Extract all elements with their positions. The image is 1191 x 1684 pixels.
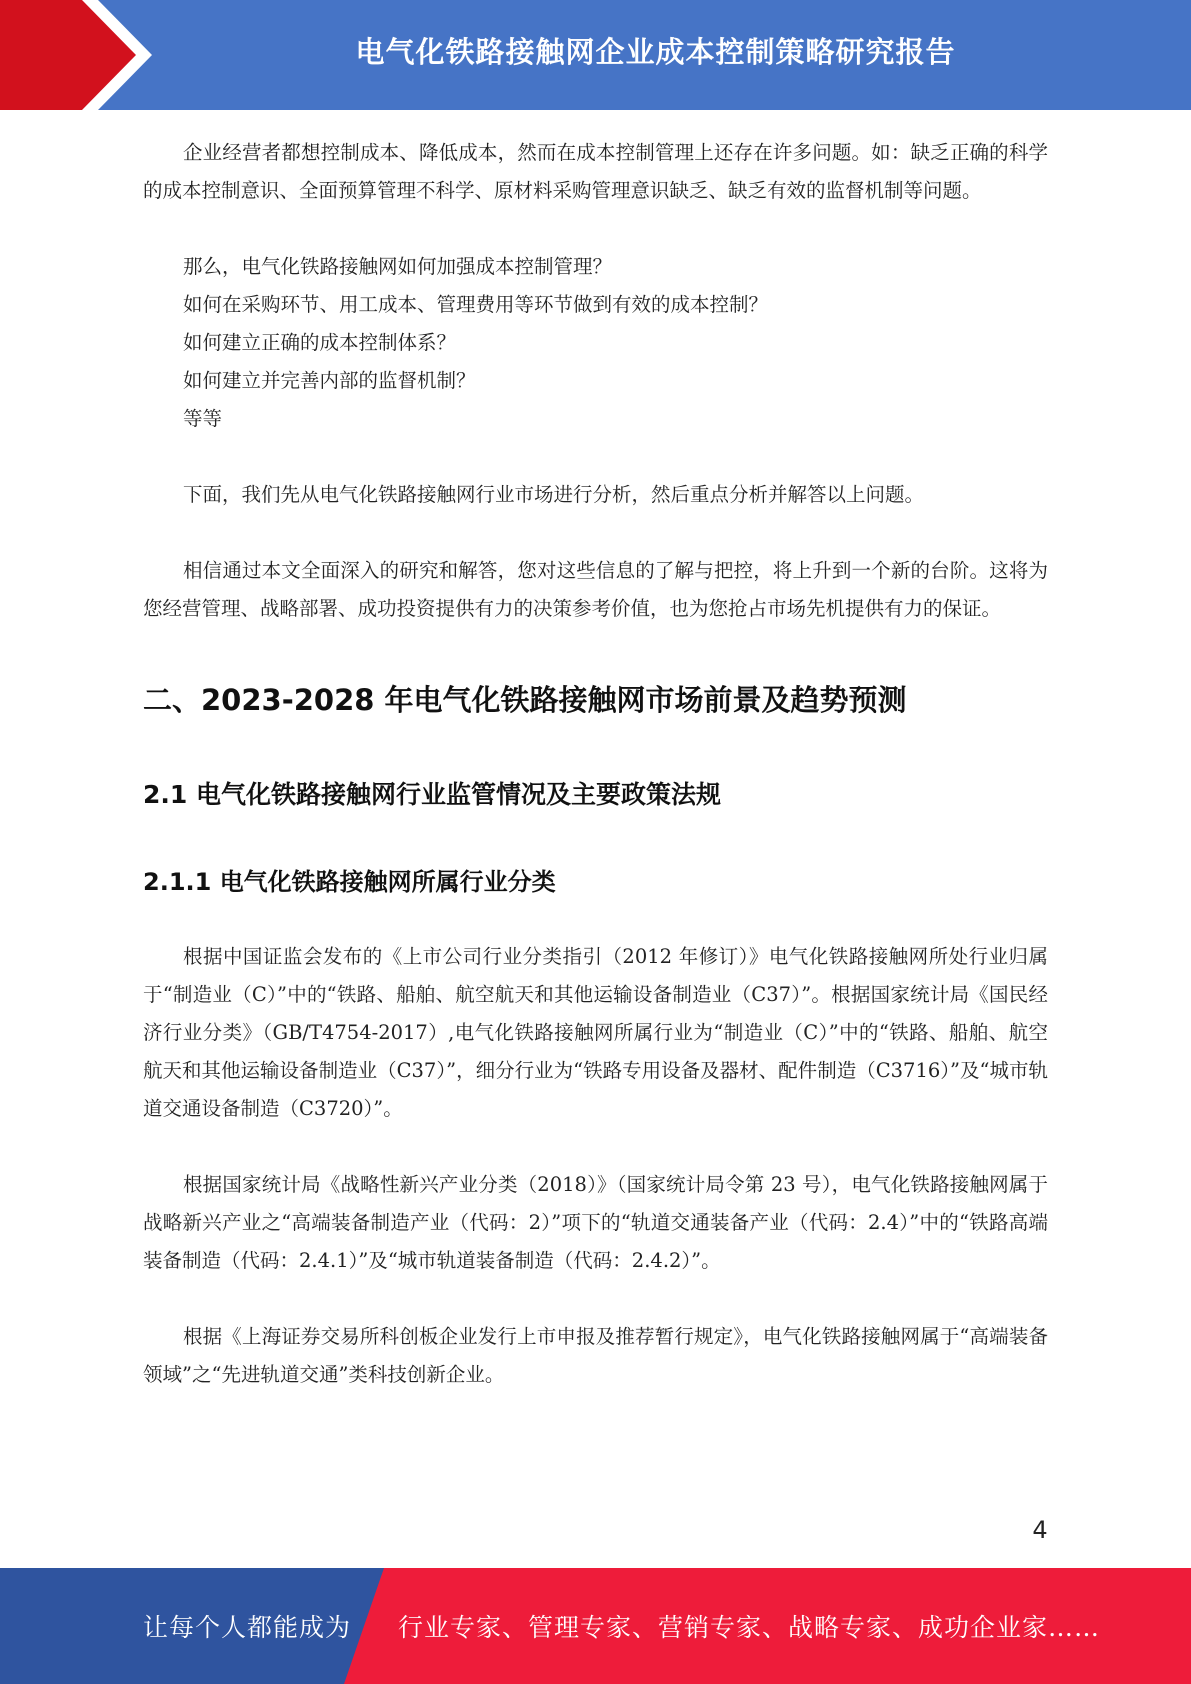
question-list — [143, 248, 1048, 438]
document-body — [143, 134, 1048, 1394]
subsection-heading: 2.1 电气化铁路接触网行业监管情况及主要政策法规 — [143, 780, 721, 809]
page-footer — [0, 1568, 1191, 1684]
page-header — [0, 0, 1191, 110]
question-item: 如何建立正确的成本控制体系？ — [183, 331, 457, 354]
question-item: 如何在采购环节、用工成本、管理费用等环节做到有效的成本控制？ — [183, 293, 769, 316]
header-title: 电气化铁路接触网企业成本控制策略研究报告 — [355, 34, 956, 69]
footer-slogan-left: 让每个人都能成为 — [143, 1613, 352, 1642]
body-paragraph: 根据国家统计局《战略性新兴产业分类（2018）》（国家统计局令第 23 号），电气化铁路接触网属于战略新兴产业之“高端装备制造产业（代码：2）”项下的“轨道交通装备产业（代码：2.4）”中的“铁路高端装备制造（代码：2.4.1）”及“城市轨道装备制造（代码：2.4.2）”。 — [143, 1173, 1048, 1272]
intro-paragraph-2: 下面，我们先从电气化铁路接触网行业市场进行分析，然后重点分析并解答以上问题。 — [183, 483, 925, 506]
body-paragraph: 根据《上海证券交易所科创板企业发行上市申报及推荐暂行规定》，电气化铁路接触网属于“高端装备领域”之“先进轨道交通”类科技创新企业。 — [143, 1325, 1048, 1386]
body-paragraph: 根据中国证监会发布的《上市公司行业分类指引（2012 年修订）》电气化铁路接触网所处行业归属于“制造业（C）”中的“铁路、船舶、航空航天和其他运输设备制造业（C37）”。根据国家统计局《国民经济行业分类》（GB/T4754-2017）,电气化铁路接触网所属行业为“制造业（C）”中的“铁路、船舶、航空航天和其他运输设备制造业（C37）”，细分行业为“铁路专用设备及器材、配件制造（C3716）”及“城市轨道交通设备制造（C3720）”。 — [143, 945, 1048, 1120]
section-heading: 二、2023-2028 年电气化铁路接触网市场前景及趋势预测 — [143, 683, 907, 717]
question-item: 那么，电气化铁路接触网如何加强成本控制管理？ — [183, 255, 613, 278]
intro-paragraph-3: 相信通过本文全面深入的研究和解答，您对这些信息的了解与把控，将上升到一个新的台阶。这将为您经营管理、战略部署、成功投资提供有力的决策参考价值，也为您抢占市场先机提供有力的保证。 — [143, 559, 1048, 620]
question-item: 等等 — [183, 407, 223, 430]
subsubsection-heading: 2.1.1 电气化铁路接触网所属行业分类 — [143, 868, 556, 896]
question-item: 如何建立并完善内部的监督机制？ — [183, 369, 476, 392]
page-number: 4 — [1032, 1516, 1048, 1544]
intro-paragraph-1: 企业经营者都想控制成本、降低成本，然而在成本控制管理上还存在许多问题。如：缺乏正确的科学的成本控制意识、全面预算管理不科学、原材料采购管理意识缺乏、缺乏有效的监督机制等问题。 — [143, 141, 1048, 202]
footer-slogan-right: 行业专家、管理专家、营销专家、战略专家、成功企业家…… — [398, 1613, 1101, 1642]
